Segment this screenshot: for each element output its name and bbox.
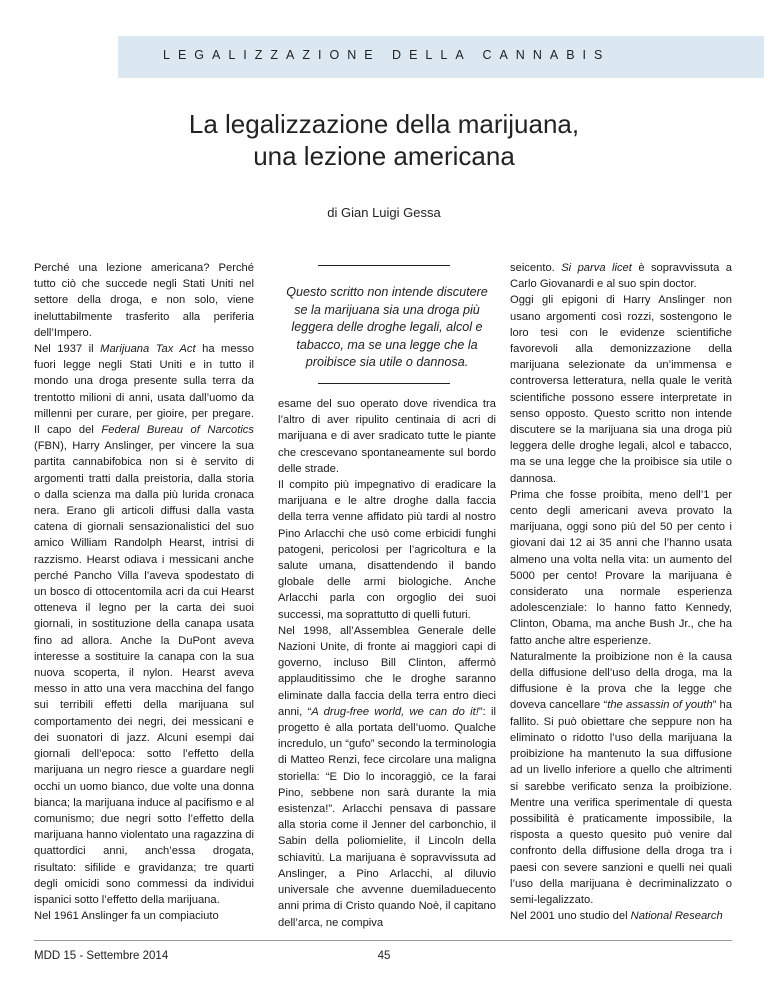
paragraph: Prima che fosse proibita, meno dell’1 per cento degli americani aveva provato la marijuana, oggi sono più del 50 per cento i giovani dai 12 ai 35 anni che l’hanno usata almeno una volta nella vita: un aumento del 5000 per cento! Provare la marijuana è considerato una normale esperienza adolescenziale: lo hanno fatto Kennedy, Clinton, Obama, ma anche Bush Jr., che ha fatto anche altre esperienze. <box>510 488 732 647</box>
article-title <box>0 108 768 172</box>
text-column-3 <box>510 260 732 924</box>
paragraph: esame del suo operato dove rivendica tra l’altro di aver ripulito centinaia di acri di marijuana e di aver sradicato tutte le piante che crescevano spontaneamente sul bordo delle strade. <box>278 398 496 475</box>
paragraph: Oggi gli epigoni di Harry Anslinger non usano argomenti così rozzi, sostengono le loro tesi con le evidenze scientifiche favorevoli alla demonizzazione della marijuana selezionate da un’immensa e controversa letteratura, nella quale le verità scientifiche possono essere interpretate in senso opposto. Questo scritto non intende discutere se la marijuana sia una droga più leggera delle droghe legali, alcol e tabacco, ma se una legge che la proibisce sia utile o dannosa. <box>510 294 732 485</box>
text-column-2 <box>278 396 496 931</box>
page-number: 45 <box>377 950 391 962</box>
pull-quote: Questo scritto non intende discutere se la marijuana sia una droga più leggera delle droghe legali, alcol e tabacco, ma se una legge che la proibisce sia utile o dannosa. <box>286 285 488 369</box>
paragraph: Nel 1998, all’Assemblea Generale delle Nazioni Unite, di fronte ai maggiori capi di governo, incluso Bill Clinton, affermò applauditissimo che le droghe saranno eliminate dalla faccia della terra entro dieci anni, “A drug-free world, we can do it!”: il progetto è alla portata dell’uomo. Qualche incredulo, un “gufo” secondo la terminologia di Matteo Renzi, fece circolare una maligna storiella: “E Dio lo incoraggiò, ce la farai Pino, sebbene non sarà durante la mia esistenza!”. Arlacchi pensava di passare alla storia come il Jenner del carbonchio, il Sabin della poliomielite, il Lincoln della schiavitù. La marijuana è sopravvissuta ad Anslinger, a Pino Arlacchi, al diluvio universale che avvenne duemiladuecento anni prima di Cristo quando Noè, il capitano dell’arca, ne compiva <box>278 624 496 929</box>
paragraph: Nel 2001 uno studio del National Research <box>510 910 723 923</box>
paragraph: seicento. Si parva licet è sopravvissuta a Carlo Giovanardi e al suo spin doctor. <box>510 262 733 291</box>
paragraph: Nel 1937 il Marijuana Tax Act ha messo fuori legge negli Stati Uniti e in tutto il mondo una droga presente sulla terra da trentotto milioni di anni, usata dall’uomo da millenni per curare, per gioire, per pregare. Il capo del Federal Bureau of Narcotics (FBN), Harry Anslinger, per vincere la sua partita cannabifobica non si è servito di argomenti tratti dalla preistoria, dalla storia o dalla scienza ma dalla più lurida cronaca nera. Erano gli articoli diffusi dalla vasta catena di giornali sensazionalistici del suo amico William Randolph Hearst, intrisi di razzismo. Hearst odiava i messicani anche perché Pancho Villa l’aveva spodestato di un bosco di ottocentomila acri da cui Hearst otteneva il legno per la carta dei suoi giornali, in sostituzione della canapa usata fino ad allora. Anche la DuPont aveva interesse a sostituire la canapa con la sua nuova scoperta, il nylon. Hearst aveva messo in atto una vera macchina del fango sui terribili effetti della marijuana sul comportamento dei negri, dei messicani e dei suonatori di jazz. Alcuni esempi dai giornali dell’epoca: sotto l’effetto della marijuana un negro riesce a guardare negli occhi un uomo bianco, due volte una donna bianca; la marijuana induce al pacifismo e al comunismo; due negri sotto l’effetto della marijuana hanno violentato una ragazzina di quattordici anni, anch’essa drogata, risultato: sifilide e gravidanza; tre quarti degli omicidi sono commessi da individui ispanici sotto l’effetto della marijuana. <box>34 343 254 906</box>
text-column-1 <box>34 260 254 924</box>
article-author: di Gian Luigi Gessa <box>327 205 441 220</box>
article-title-line-2: una lezione americana <box>253 141 515 171</box>
footer-rule <box>34 940 732 941</box>
section-header-title: LEGALIZZAZIONE DELLA CANNABIS <box>163 48 611 62</box>
article-title-line-1: La legalizzazione della marijuana, <box>188 109 580 139</box>
paragraph: Il compito più impegnativo di eradicare la marijuana e le altre droghe dalla faccia della terra venne affidato più tardi al nostro Pino Arlacchi che usò come erbicidi funghi patogeni, pericolosi per l’agricoltura e la salute umana, disattendendo il bando globale delle armi biologiche. Anche Arlacchi parla con orgoglio dei suoi successi, ma soprattutto di quelli futuri. <box>278 479 496 621</box>
footer-issue: MDD 15 - Settembre 2014 <box>34 950 169 962</box>
pull-quote-rule-top <box>318 265 450 266</box>
paragraph: Naturalmente la proibizione non è la causa della diffusione dell’uso della droga, ma la diffusione è la prova che la legge che doveva cancellare “the assassin of youth” ha fallito. Si può obiettare che seppure non ha eliminato o ridotto l’uso della marijuana la proibizione ha mantenuto la sua diffusione ad un livello inferiore a quello che altrimenti si sarebbe verificato senza la proibizione. Mentre una verifica sperimentale di questa possibilità è praticamente impossibile, la risposta a questo quesito può venire dal confronto della diffusione della droga tra i paesi con severe sanzioni e quelli nei quali l’uso della marijuana è decriminalizzato o semi-legalizzato. <box>510 650 733 906</box>
paragraph: Perché una lezione americana? Perché tutto ciò che succede negli Stati Uniti nel settore della droga, e non solo, viene ineluttabilmente trasferito alla periferia dell’Impero. <box>34 262 254 339</box>
paragraph: Nel 1961 Anslinger fa un compiaciuto <box>34 910 219 923</box>
pull-quote-rule-bottom <box>318 383 450 384</box>
